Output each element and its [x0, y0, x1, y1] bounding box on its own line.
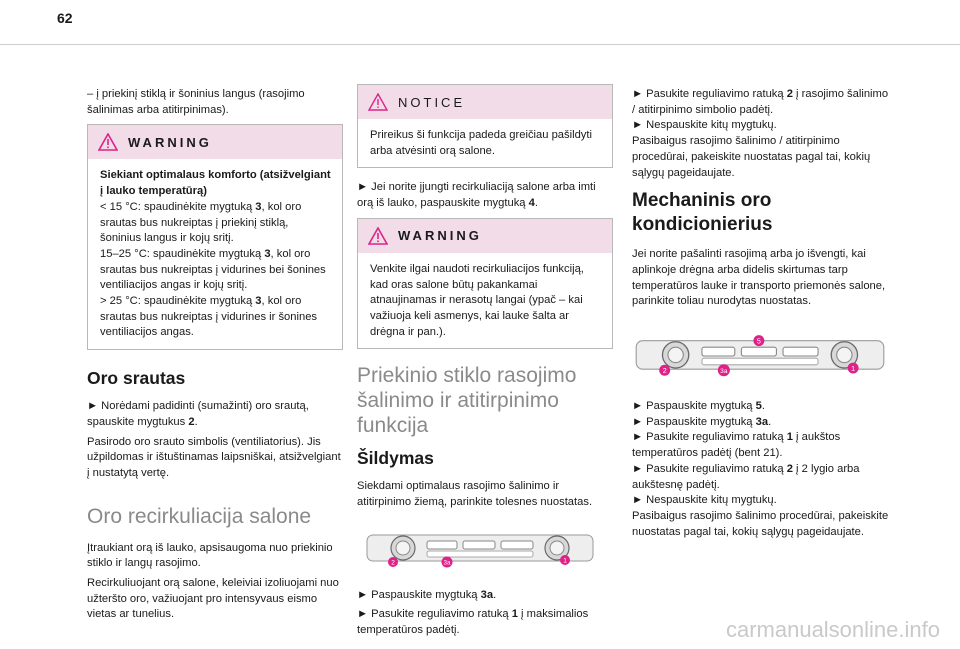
warning-line-3: > 25 °C: spaudinėkite mygtuką 3, kol oro srautas bus nukreiptas į vidurines ir šonines ventiliacijos angas.	[100, 295, 318, 339]
column-2	[357, 84, 613, 643]
page-number: 62	[57, 10, 73, 26]
defrost-section-title: Priekinio stiklo rasojimo šalinimo ir atitirpinimo funkcija	[357, 364, 577, 438]
mechanical-ac-title: Mechaninis oro kondicionierius	[632, 190, 773, 236]
notice-header	[358, 85, 612, 119]
ac-step-6: Pasibaigus rasojimo šalinimo procedūrai, pakeiskite nuostatas pagal tai, kokių sąlygų pageidaujate.	[632, 509, 889, 538]
heating-step-2: ► Pasukite reguliavimo ratuką 1 į maksimalios temperatūros padėtį.	[357, 608, 589, 637]
notice-box	[357, 84, 613, 168]
warning-heading: Siekiant optimalaus komforto (atsižvelgiant į lauko temperatūrą)	[100, 169, 331, 198]
svg-text:2: 2	[391, 559, 395, 567]
ac-step-5: ► Nespauskite kitų mygtukų.	[632, 494, 777, 507]
intro-text: – į priekinį stiklą ir šoninius langus (rasojimo šalinimas arba atitirpinimas).	[87, 88, 305, 116]
recirculation-p1: Įtraukiant orą iš lauko, apsisaugoma nuo priekinio stiklo ir langų rasojimo.	[87, 541, 333, 570]
svg-text:3a: 3a	[720, 368, 728, 376]
svg-text:2: 2	[662, 367, 667, 376]
notice-title: NOTICE	[398, 94, 466, 110]
column-3	[632, 87, 892, 544]
notice-text: Prireikus ši funkcija padeda greičiau pašildyti arba atvėsinti orą salone.	[370, 129, 592, 157]
warning-header	[88, 125, 342, 159]
ac-step-4: ► Pasukite reguliavimo ratuką 2 į 2 lygio arba aukštesnę padėtį.	[632, 462, 860, 491]
warning-body-2	[358, 253, 612, 349]
svg-text:3a: 3a	[443, 560, 451, 567]
control-panel-illustration-2	[634, 332, 886, 380]
header-rule	[0, 44, 960, 45]
column-1	[87, 87, 343, 627]
warning-header-2	[358, 219, 612, 253]
warning-box	[87, 124, 343, 350]
recirculation-p2: Recirkuliuojant orą salone, keleiviai izoliuojami nuo užteršto oro, važiuojant pro intensyvaus eismo vietas ar tunelius.	[87, 577, 339, 621]
mechanical-ac-text: Jei norite pašalinti rasojimą arba jo išvengti, kai aplinkoje drėgna arba didelis skirtumas tarp temperatūros lauke ir transporto priemonės salone, parinkite toliau nurodytas nuostatas.	[632, 248, 886, 308]
warning-icon	[98, 133, 118, 151]
warning-box-2	[357, 218, 613, 350]
defrost-step-3: Pasibaigus rasojimo šalinimo / atitirpinimo procedūrai, pakeiskite nuostatas pagal tai, kokių sąlygų pageidaujate.	[632, 135, 871, 179]
defrost-step-2: ► Nespauskite kitų mygtukų.	[632, 119, 777, 132]
warning-title: WARNING	[128, 134, 212, 150]
svg-text:1: 1	[563, 557, 567, 565]
ac-step-3: ► Pasukite reguliavimo ratuką 1 į aukštos temperatūros padėtį (bent 21).	[632, 431, 841, 460]
control-panel-illustration	[365, 529, 595, 569]
ac-step-1: ► Paspauskite mygtuką 5.	[632, 400, 765, 413]
warning-line-2: 15–25 °C: spaudinėkite mygtuką 3, kol oro srautas bus nukreiptas į vidurines bei šonines ventiliacijos angas ir kojų sritį.	[100, 247, 326, 292]
airflow-step: ► Norėdami padidinti (sumažinti) oro srautą, spauskite mygtukus 2.	[87, 400, 309, 428]
warning-title-2: WARNING	[398, 228, 482, 244]
heating-text: Siekdami optimalaus rasojimo šalinimo ir atitirpinimo žiemą, parinkite tolesnes nuostatas.	[357, 480, 593, 509]
svg-text:5: 5	[756, 337, 761, 346]
recirculation-title: Oro recirkuliacija salone	[87, 504, 312, 528]
warning-body	[88, 159, 342, 349]
svg-text:1: 1	[851, 364, 856, 373]
airflow-description: Pasirodo oro srauto simbolis (ventiliatorius). Jis užpildomas ir ištuštinamas laipsniškai, atsižvelgiant į nustatytą vertę.	[87, 435, 341, 479]
heating-step-1: ► Paspauskite mygtuką 3a.	[357, 588, 497, 601]
airflow-title: Oro srautas	[87, 368, 186, 389]
heating-title: Šildymas	[357, 448, 434, 469]
warning-text-2: Venkite ilgai naudoti recirkuliacijos funkciją, kad oras salone būtų pakankamai atnaujinamas ir nerasotų langai (ypač – kai važiuoja keli asmenys, kai lauke šalta ar drėgna ir pan.).	[370, 262, 584, 338]
notice-body	[358, 119, 612, 167]
warning-icon	[368, 227, 388, 245]
watermark: carmanualsonline.info	[725, 617, 940, 642]
defrost-step-1: ► Pasukite reguliavimo ratuką 2 į rasojimo šalinimo / atitirpinimo simbolio padėtį.	[632, 88, 889, 116]
warning-line-1: < 15 °C: spaudinėkite mygtuką 3, kol oro srautas bus nukreiptas į priekinį stiklą, šoninius langus ir kojų sritį.	[100, 200, 302, 245]
notice-icon	[368, 93, 388, 111]
recirc-step: ► Jei norite įjungti recirkuliaciją salone arba imti orą iš lauko, paspauskite mygtuką 4.	[357, 181, 596, 210]
ac-step-2: ► Paspauskite mygtuką 3a.	[632, 415, 772, 428]
